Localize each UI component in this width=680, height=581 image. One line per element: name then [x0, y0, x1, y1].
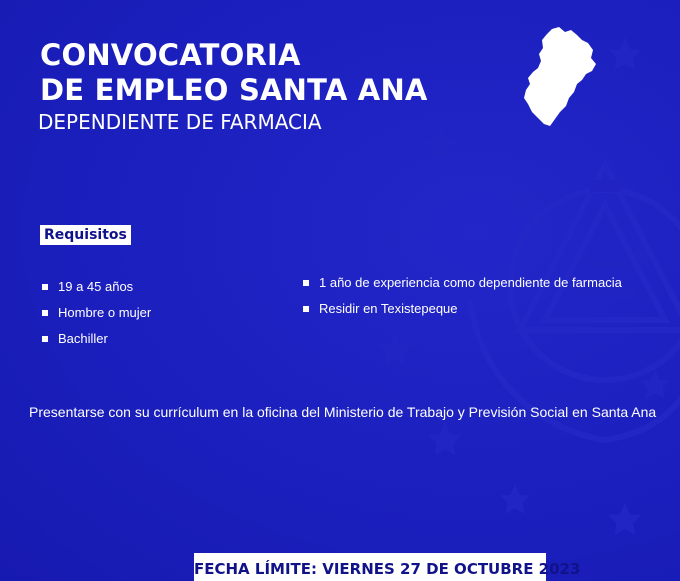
requirement-text: 19 a 45 años — [58, 279, 134, 294]
star-icon — [510, 184, 540, 214]
square-bullet-icon — [42, 310, 48, 316]
square-bullet-icon — [42, 336, 48, 342]
star-icon — [608, 37, 641, 70]
requirement-text: Residir en Texistepeque — [319, 301, 458, 316]
requirements-list-left — [42, 279, 151, 357]
square-bullet-icon — [303, 280, 309, 286]
title-line-2: DE EMPLEO SANTA ANA — [40, 73, 428, 107]
square-bullet-icon — [303, 306, 309, 312]
list-item — [303, 275, 622, 301]
star-icon — [380, 224, 410, 254]
requirement-text: 1 año de experiencia como dependiente de farmacia — [319, 275, 622, 290]
list-item — [303, 301, 622, 327]
application-instructions: Presentarse con su currículum en la oficina del Ministerio de Trabajo y Previsión Social en Santa Ana — [29, 404, 657, 420]
star-icon — [608, 502, 641, 535]
square-bullet-icon — [42, 284, 48, 290]
poster-title — [40, 38, 428, 108]
requirement-text: Bachiller — [58, 331, 108, 346]
star-icon — [423, 127, 456, 160]
requirements-label: Requisitos — [40, 225, 131, 245]
deadline-banner: FECHA LÍMITE: VIERNES 27 DE OCTUBRE 2023 — [194, 553, 546, 581]
star-icon — [625, 239, 655, 269]
el-salvador-santa-ana-map-icon — [522, 26, 598, 128]
star-icon — [640, 369, 670, 399]
job-position-subtitle: DEPENDIENTE DE FARMACIA — [38, 110, 322, 134]
star-icon — [500, 484, 530, 514]
requirement-text: Hombre o mujer — [58, 305, 152, 320]
list-item — [42, 279, 151, 305]
star-icon — [428, 422, 461, 455]
star-icon — [378, 332, 411, 365]
title-line-1: CONVOCATORIA — [40, 38, 301, 72]
list-item — [42, 305, 151, 331]
requirements-list-right — [303, 275, 622, 327]
list-item — [42, 331, 151, 357]
